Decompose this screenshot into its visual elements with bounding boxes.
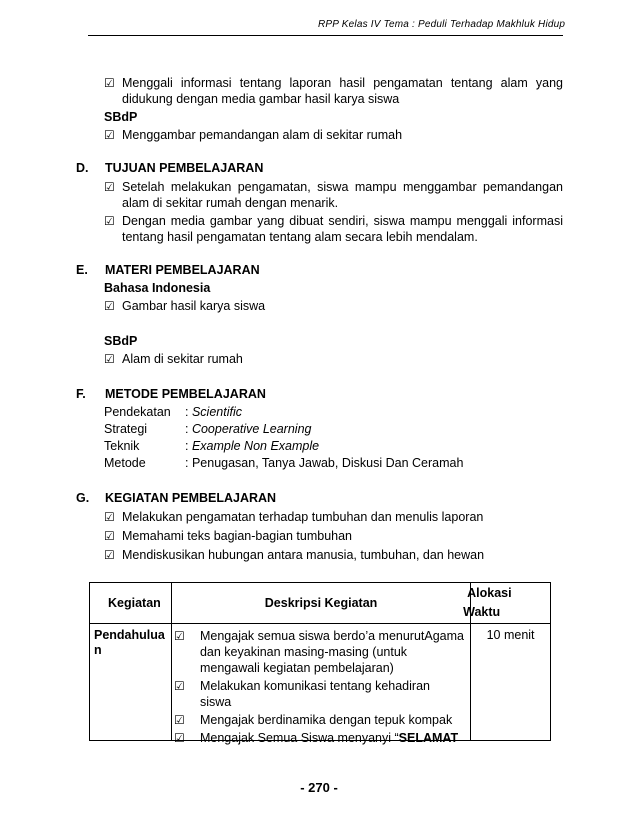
header-alokasi	[463, 583, 551, 624]
desc3: Mengajak berdinamika dengan tepuk kompak	[199, 713, 453, 727]
desc2-line1: Melakukan komunikasi tentang kehadiran	[199, 679, 430, 693]
method-label: Pendekatan	[104, 405, 171, 419]
method-label: Strategi	[104, 422, 148, 436]
method-label: Teknik	[104, 439, 140, 453]
top-item1-line2: didukung dengan media gambar hasil karya siswa	[122, 92, 400, 106]
section-g-title: KEGIATAN PEMBELAJARAN	[105, 491, 277, 505]
section-d-title: TUJUAN PEMBELAJARAN	[105, 161, 264, 175]
checkbox-icon: ☑	[173, 713, 185, 727]
checkbox-icon: ☑	[104, 299, 115, 313]
activity-table	[89, 582, 551, 745]
row-kegiatan-cell	[90, 624, 172, 741]
checkbox-icon: ☑	[104, 529, 115, 543]
desc1-line3: mengawali kegiatan pembelajaran)	[199, 661, 394, 675]
checkbox-icon: ☑	[104, 352, 115, 366]
row-kegiatan-line1: Pendahulua	[94, 628, 165, 642]
section-g-letter: G.	[76, 491, 90, 505]
section-g-item2: Memahami teks bagian-bagian tumbuhan	[122, 529, 352, 543]
top-sbdp-label: SBdP	[104, 110, 138, 124]
header-rule	[88, 35, 563, 36]
row-deskripsi-cell	[171, 624, 470, 745]
checkbox-icon: ☑	[104, 180, 115, 194]
header-alokasi-line1: Alokasi	[467, 586, 512, 600]
running-header: RPP Kelas IV Tema : Peduli Terhadap Makhluk Hidup	[318, 19, 566, 30]
checkbox-icon: ☑	[173, 629, 185, 643]
header-deskripsi-label: Deskripsi Kegiatan	[264, 596, 378, 610]
section-d-item2-line2: tentang hasil pengamatan tentang alam secara lebih mendalam.	[122, 230, 478, 244]
checkbox-icon: ☑	[104, 548, 115, 562]
method-value: : Penugasan, Tanya Jawab, Diskusi Dan Ceramah	[185, 456, 464, 470]
top-item1-line1: Menggali informasi tentang laporan hasil pengamatan tentang alam yang	[122, 76, 563, 90]
section-g-item3: Mendiskusikan hubungan antara manusia, tumbuhan, dan hewan	[122, 548, 485, 562]
row-waktu-cell	[471, 624, 551, 741]
table-row	[90, 624, 551, 741]
section-f-letter: F.	[76, 387, 86, 401]
row-waktu: 10 menit	[486, 628, 535, 642]
section-f-title: METODE PEMBELAJARAN	[105, 387, 266, 401]
checkbox-icon: ☑	[104, 510, 115, 524]
checkbox-icon: ☑	[104, 214, 115, 228]
section-g-item1: Melakukan pengamatan terhadap tumbuhan dan menulis laporan	[122, 510, 484, 524]
header-kegiatan	[90, 583, 172, 624]
section-e-sub1: Bahasa Indonesia	[104, 281, 211, 295]
desc1-line2: dan keyakinan masing-masing (untuk	[199, 645, 408, 659]
header-kegiatan-label: Kegiatan	[108, 596, 161, 610]
method-label: Metode	[104, 456, 146, 470]
checkbox-icon: ☑	[173, 731, 185, 745]
method-value: : Cooperative Learning	[185, 422, 312, 436]
section-d-item1-line1: Setelah melakukan pengamatan, siswa mampu menggambar pemandangan	[122, 180, 563, 194]
desc1-line1: Mengajak semua siswa berdo’a menurutAgama	[199, 629, 464, 643]
checkbox-icon: ☑	[173, 679, 185, 693]
desc4: Mengajak Semua Siswa menyanyi “SELAMAT	[199, 731, 459, 745]
page-number: - 270 -	[300, 780, 338, 795]
section-d-item2-line1: Dengan media gambar yang dibuat sendiri, siswa mampu menggali informasi	[122, 214, 563, 228]
section-e-letter: E.	[76, 263, 88, 277]
desc2-line2: siswa	[199, 695, 232, 709]
section-e-item1: Gambar hasil karya siswa	[122, 299, 266, 313]
section-e-item2: Alam di sekitar rumah	[122, 352, 243, 366]
top-item2: Menggambar pemandangan alam di sekitar rumah	[122, 128, 403, 142]
row-kegiatan-line2: n	[94, 643, 102, 657]
table-header-row	[90, 583, 551, 624]
method-value: : Scientific	[185, 405, 242, 419]
section-d-letter: D.	[76, 161, 89, 175]
section-e-sub2: SBdP	[104, 334, 138, 348]
method-value: : Example Non Example	[185, 439, 320, 453]
checkbox-icon: ☑	[104, 128, 115, 142]
header-deskripsi	[171, 583, 470, 624]
section-e-title: MATERI PEMBELAJARAN	[105, 263, 260, 277]
section-d-item1-line2: alam di sekitar rumah dengan menarik.	[122, 196, 339, 210]
checkbox-icon: ☑	[104, 76, 115, 90]
header-alokasi-line2: Waktu	[463, 605, 501, 619]
